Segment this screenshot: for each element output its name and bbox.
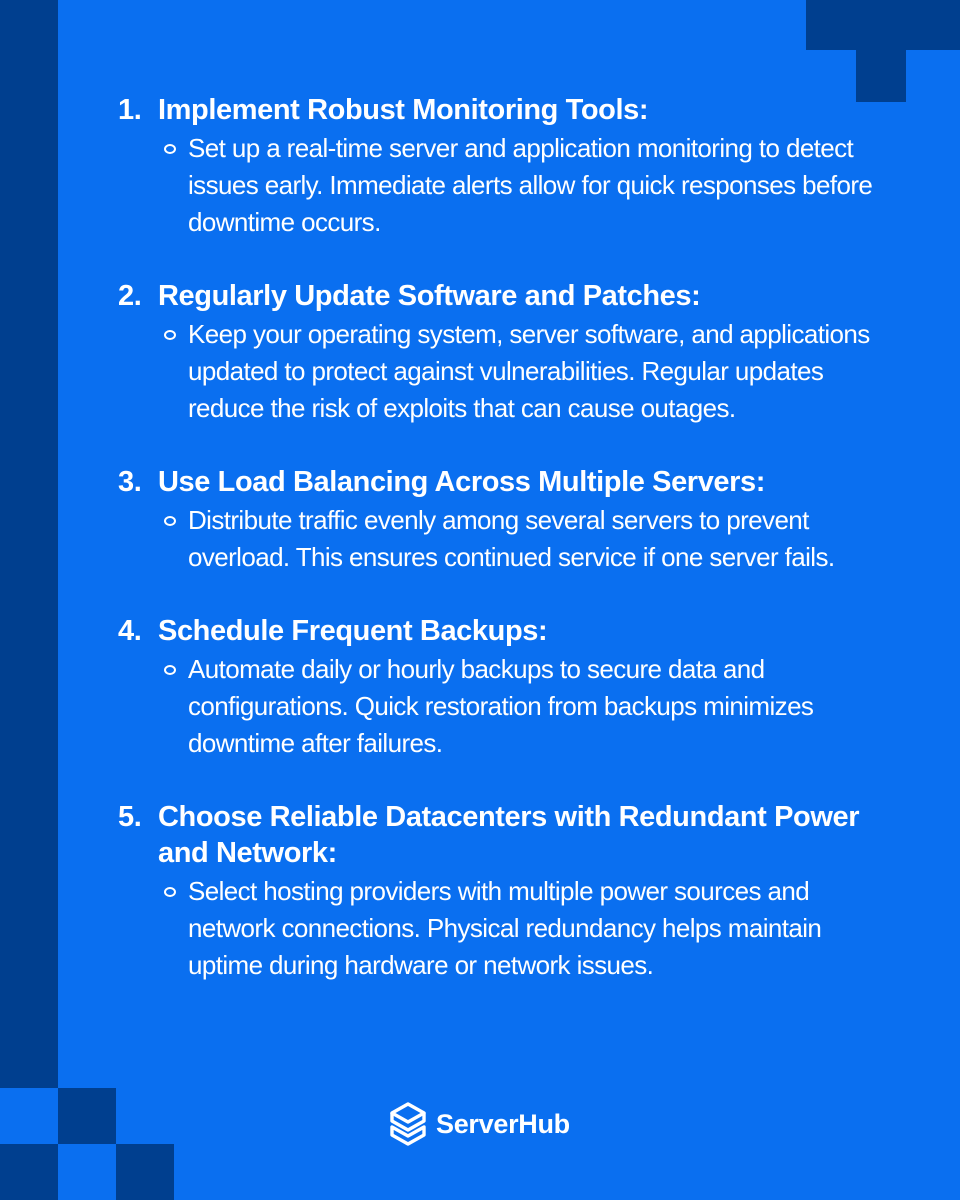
tip-text: Select hosting providers with multiple power sources and network connections. Physical redundancy helps maintain uptime during hardware or network issues. <box>188 876 822 980</box>
tip-heading <box>118 799 898 871</box>
tip-heading <box>118 278 898 314</box>
bullet-circle-icon <box>164 144 176 154</box>
tip-title: Regularly Update Software and Patches: <box>158 280 701 312</box>
tip-text: Set up a real-time server and application monitoring to detect issues early. Immediate alerts allow for quick responses before downtime occurs. <box>188 133 873 237</box>
decorative-block-bottom-left <box>116 1144 174 1200</box>
tip-section <box>118 799 898 984</box>
tip-section <box>118 464 898 576</box>
tip-bullet <box>118 130 898 241</box>
decorative-block-bottom-left <box>58 1088 116 1144</box>
bullet-circle-icon <box>164 516 176 526</box>
tip-text: Distribute traffic evenly among several servers to prevent overload. This ensures continued service if one server fails. <box>188 505 835 572</box>
tip-bullet <box>118 873 898 984</box>
decorative-left-strip <box>0 0 58 1088</box>
tip-heading <box>118 464 898 500</box>
serverhub-logo-icon <box>388 1101 428 1147</box>
brand-name: ServerHub <box>436 1108 570 1139</box>
tip-text: Automate daily or hourly backups to secure data and configurations. Quick restoration from backups minimizes downtime after failures. <box>188 654 814 758</box>
tip-number: 5. <box>118 801 142 833</box>
tip-number: 2. <box>118 280 142 312</box>
tip-heading <box>118 613 898 649</box>
tip-section <box>118 92 898 241</box>
tip-section <box>118 278 898 427</box>
bullet-circle-icon <box>164 330 176 340</box>
tip-title: Schedule Frequent Backups: <box>158 615 548 647</box>
tip-bullet <box>118 651 898 762</box>
tip-bullet <box>118 502 898 576</box>
tip-section <box>118 613 898 762</box>
tips-list <box>118 92 898 1021</box>
tip-bullet <box>118 316 898 427</box>
tip-heading <box>118 92 898 128</box>
tip-title: Choose Reliable Datacenters with Redundant Power and Network: <box>158 801 860 869</box>
tip-title: Use Load Balancing Across Multiple Servers: <box>158 466 766 498</box>
tip-title: Implement Robust Monitoring Tools: <box>158 94 649 126</box>
decorative-block-top-right <box>806 0 960 50</box>
tip-number: 1. <box>118 94 142 126</box>
tip-text: Keep your operating system, server software, and applications updated to protect against vulnerabilities. Regular updates reduce the risk of exploits that can cause outages. <box>188 319 870 423</box>
tip-number: 4. <box>118 615 142 647</box>
bullet-circle-icon <box>164 665 176 675</box>
bullet-circle-icon <box>164 887 176 897</box>
tip-number: 3. <box>118 466 142 498</box>
brand-logo <box>388 1101 570 1147</box>
decorative-block-bottom-left <box>0 1144 58 1200</box>
